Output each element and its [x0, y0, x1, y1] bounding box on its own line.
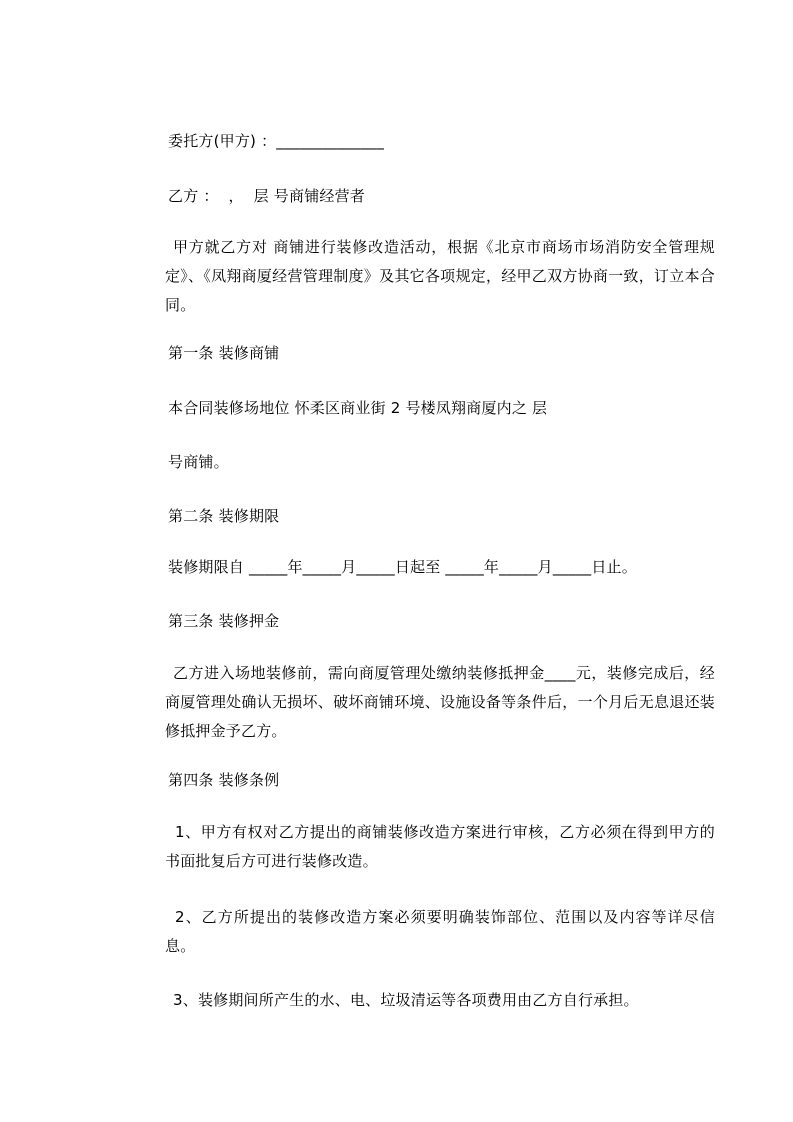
intro-paragraph: 甲方就乙方对 商铺进行装修改造活动，根据《北京市商场市场消防安全管理规定》、《凤翔商厦经营管理制度》及其它各项规定，经甲乙双方协商一致，订立本合同。 [165, 238, 715, 314]
article2-title: 第二条 装修期限 [168, 507, 280, 525]
article4-item-3: 3、装修期间所产生的水、电、垃圾清运等各项费用由乙方自行承担。 [173, 991, 639, 1009]
article3-title: 第三条 装修押金 [168, 612, 280, 630]
article1-location-line: 本合同装修场地位 怀柔区商业街 2 号楼凤翔商厦内之 层 [168, 399, 548, 417]
party-a-line: 委托方(甲方) ：______________ [168, 132, 385, 150]
article4-item-2: 2、乙方所提出的装修改造方案必须要明确装饰部位、范围以及内容等详尽信息。 [165, 908, 715, 955]
article2-period-line: 装修期限自 _____年_____月_____日起至 _____年_____月_____日止。 [168, 558, 637, 576]
article3-paragraph: 乙方进入场地装修前，需向商厦管理处缴纳装修抵押金____元，装修完成后，经商厦管理处确认无损坏、破坏商铺环境、设施设备等条件后，一个月后无息退还装修抵押金予乙方。 [165, 664, 715, 740]
article4-title: 第四条 装修条例 [168, 771, 280, 789]
article4-item-1: 1、甲方有权对乙方提出的商铺装修改造方案进行审核，乙方必须在得到甲方的书面批复后方可进行装修改造。 [165, 823, 715, 870]
article1-shop-line: 号商铺。 [168, 453, 229, 471]
party-b-line: 乙方 ： ， 层 号商铺经营者 [168, 187, 366, 205]
article1-title: 第一条 装修商铺 [168, 344, 280, 362]
